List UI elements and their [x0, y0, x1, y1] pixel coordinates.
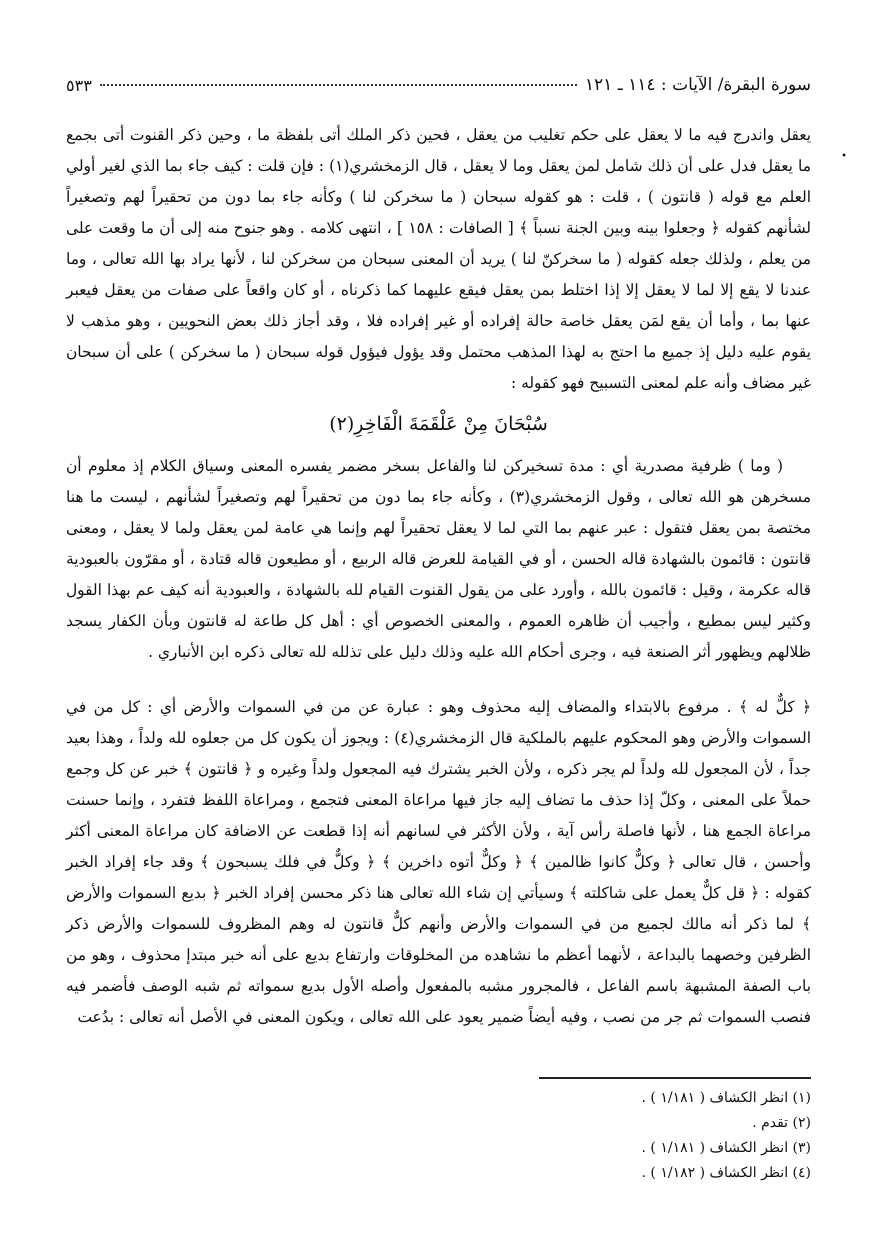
paragraph-3: ﴿ كلٌّ له ﴾ . مرفوع بالابتداء والمضاف إليه محذوف وهو : عبارة عن من في السموات والأرض أي : كل من في السموات والأرض وهو المحكوم عليهم بالملكية قال الزمخشري(٤) : ويجوز أن يكون كل من جعلوه لله ولداً ، وهذا بعيد جداً ، لأن المجعول لله ولداً لم يجر ذكره ، ولأن الخبر يشترك فيه المجعول ولداً وغيره و ﴿ قانتون ﴾ خبر عن كل وجمع حملاً على المعنى ، وكلّ إذا حذف ما تضاف إليه جاز فيها مراعاة المعنى فتجمع ، ومراعاة اللفظ فتفرد ، وإنما حسنت مراعاة الجمع هنا ، لأنها فاصلة رأس آية ، ولأن الأكثر في لسانهم أنه إذا قطعت عن الاضافة كان مراعاة المعنى أكثر وأحسن ، قال تعالى ﴿ وكلٌّ كانوا ظالمين ﴾ ﴿ وكلٌّ أتوه داخرين ﴾ ﴿ وكلٌّ في فلك يسبحون ﴾ وقد جاء إفراد الخبر كقوله : ﴿ قل كلٌّ يعمل على شاكلته ﴾ وسيأتي إن شاء الله تعالى هنا ذكر محسن إفراد الخبر ﴿ بديع السموات والأرض ﴾ لما ذكر أنه مالك لجميع من في السموات والأرض وأنهم كلٌّ قانتون له وهم المظروف للسموات والأرض ذكر الظرفين وخصهما بالبداعة ، لأنهما أعظم ما نشاهده من المخلوقات وارتفاع بديع على أنه خبر مبتدإ محذوف ، وهو من باب الصفة المشبهة باسم الفاعل ، فالمجرور مشبه بالمفعول وأصله الأول بديع سمواته ثم شبه الوصف فأضمر فيه فنصب السموات ثم جر من نصب ، وفيه أيضاً ضمير يعود على الله تعالى ، ويكون المعنى في الأصل أنه تعالى : بدُعت	[66, 698, 812, 1026]
footnote-4: (٤) انظر الكشاف ( ١/١٨٢ ) .	[641, 1165, 811, 1181]
paragraph-2: ( وما ) ظرفية مصدرية أي : مدة تسخيركن لنا والفاعل بسخر مضمر يفسره المعنى وسياق الكلام إذ معلوم أن مسخرهن هو الله تعالى ، وقول الزمخشري(٣) ، وكأنه جاء بما دون من تحقيراً لهم وتصغيراً لشأنهم ، ليست ما هنا مختصة بمن يعقل فتقول : عبر عنهم بما التي لما لا يعقل تحقيراً لهم وإنما هي عامة لمن يعقل ولما لا يعقل ، ومعنى قانتون : قائمون بالشهادة قاله الحسن ، أو في القيامة للعرض قاله الربيع ، أو مطيعون قاله قتادة ، أو مقرّون بالعبودية قاله عكرمة ، وقيل : قائمون بالله ، وأورد على من يقول القنوت القيام لله بالشهادة ، والعبودية أنه كيف عم بهذا القول وكثير ليس بمطيع ، وأجيب أن ظاهره العموم ، والمعنى الخصوص أي : أهل كل طاعة له قانتون وبأن الكفار يسجد ظلالهم ويظهور أثر الصنعة فيه ، وجرى أحكام الله عليه وذلك دليل على تذلله لله تعالى ذكره ابن الأنباري .	[66, 457, 811, 661]
page-number: ٥٣٣	[66, 75, 92, 95]
surah-title: سورة البقرة/ الآيات : ١١٤ ـ ١٢١	[584, 75, 811, 95]
running-header	[66, 70, 811, 100]
paragraph-1: يعقل واندرج فيه ما لا يعقل على حكم تغليب من يعقل ، فحين ذكر الملك أتى بلفظة ما ، وحين ذكر القنوت أتى بجمع ما يعقل فدل على أن ذلك شامل لمن يعقل وما لا يعقل ، قال الزمخشري(١) : فإن قلت : كيف جاء بما الذي لغير أولي العلم مع قوله ( قانتون ) ، قلت : هو كقوله سبحان ( ما سخركن لنا ) وكأنه جاء بما دون من تحقيراً لهم وتصغيراً لشأنهم كقوله ﴿ وجعلوا بينه وبين الجنة نسباً ﴾ [ الصافات : ١٥٨ ] ، انتهى كلامه . وهو جنوح منه إلى أن ما وقعت على من يعلم ، ولذلك جعله كقوله ( ما سخركنّ لنا ) يريد أن المعنى سبحان من سخركن لنا ، لأنها يراد بها الله تعالى ، وما عندنا لا يقع إلا لما لا يعقل إلا إذا اختلط بمن يعقل فيقع عليهما كما ذكرناه ، أو كان واقعاً على صفات من يعقل فيعبر عنها بما ، وأما أن يقع لمَن يعقل خاصة حالة إفراده أو غير إفراده فلا ، وقد أجاز ذلك بعض النحويين ، وهو مذهب لا يقوم عليه دليل إذ جميع ما احتج به لهذا المذهب محتمل وقد يؤول فيؤول قوله سبحان ( ما سخركن ) على أن سبحان غير مضاف وأنه علم لمعنى التسبيح فهو كقوله :	[66, 126, 811, 392]
leader-dots	[100, 84, 577, 86]
main-text	[66, 120, 811, 1033]
footnote-3: (٣) انظر الكشاف ( ١/١٨١ ) .	[641, 1140, 811, 1156]
margin-dot: •	[841, 151, 847, 162]
footnote-1: (١) انظر الكشاف ( ١/١٨١ ) .	[641, 1090, 811, 1106]
footnote-2: (٢) تقدم .	[752, 1115, 811, 1131]
poem-verse: سُبْحَانَ مِنْ عَلْقَمَةَ الْفَاخِرِ(٢)	[329, 413, 548, 435]
footnote-divider	[539, 1077, 811, 1079]
footnotes	[451, 1086, 811, 1186]
